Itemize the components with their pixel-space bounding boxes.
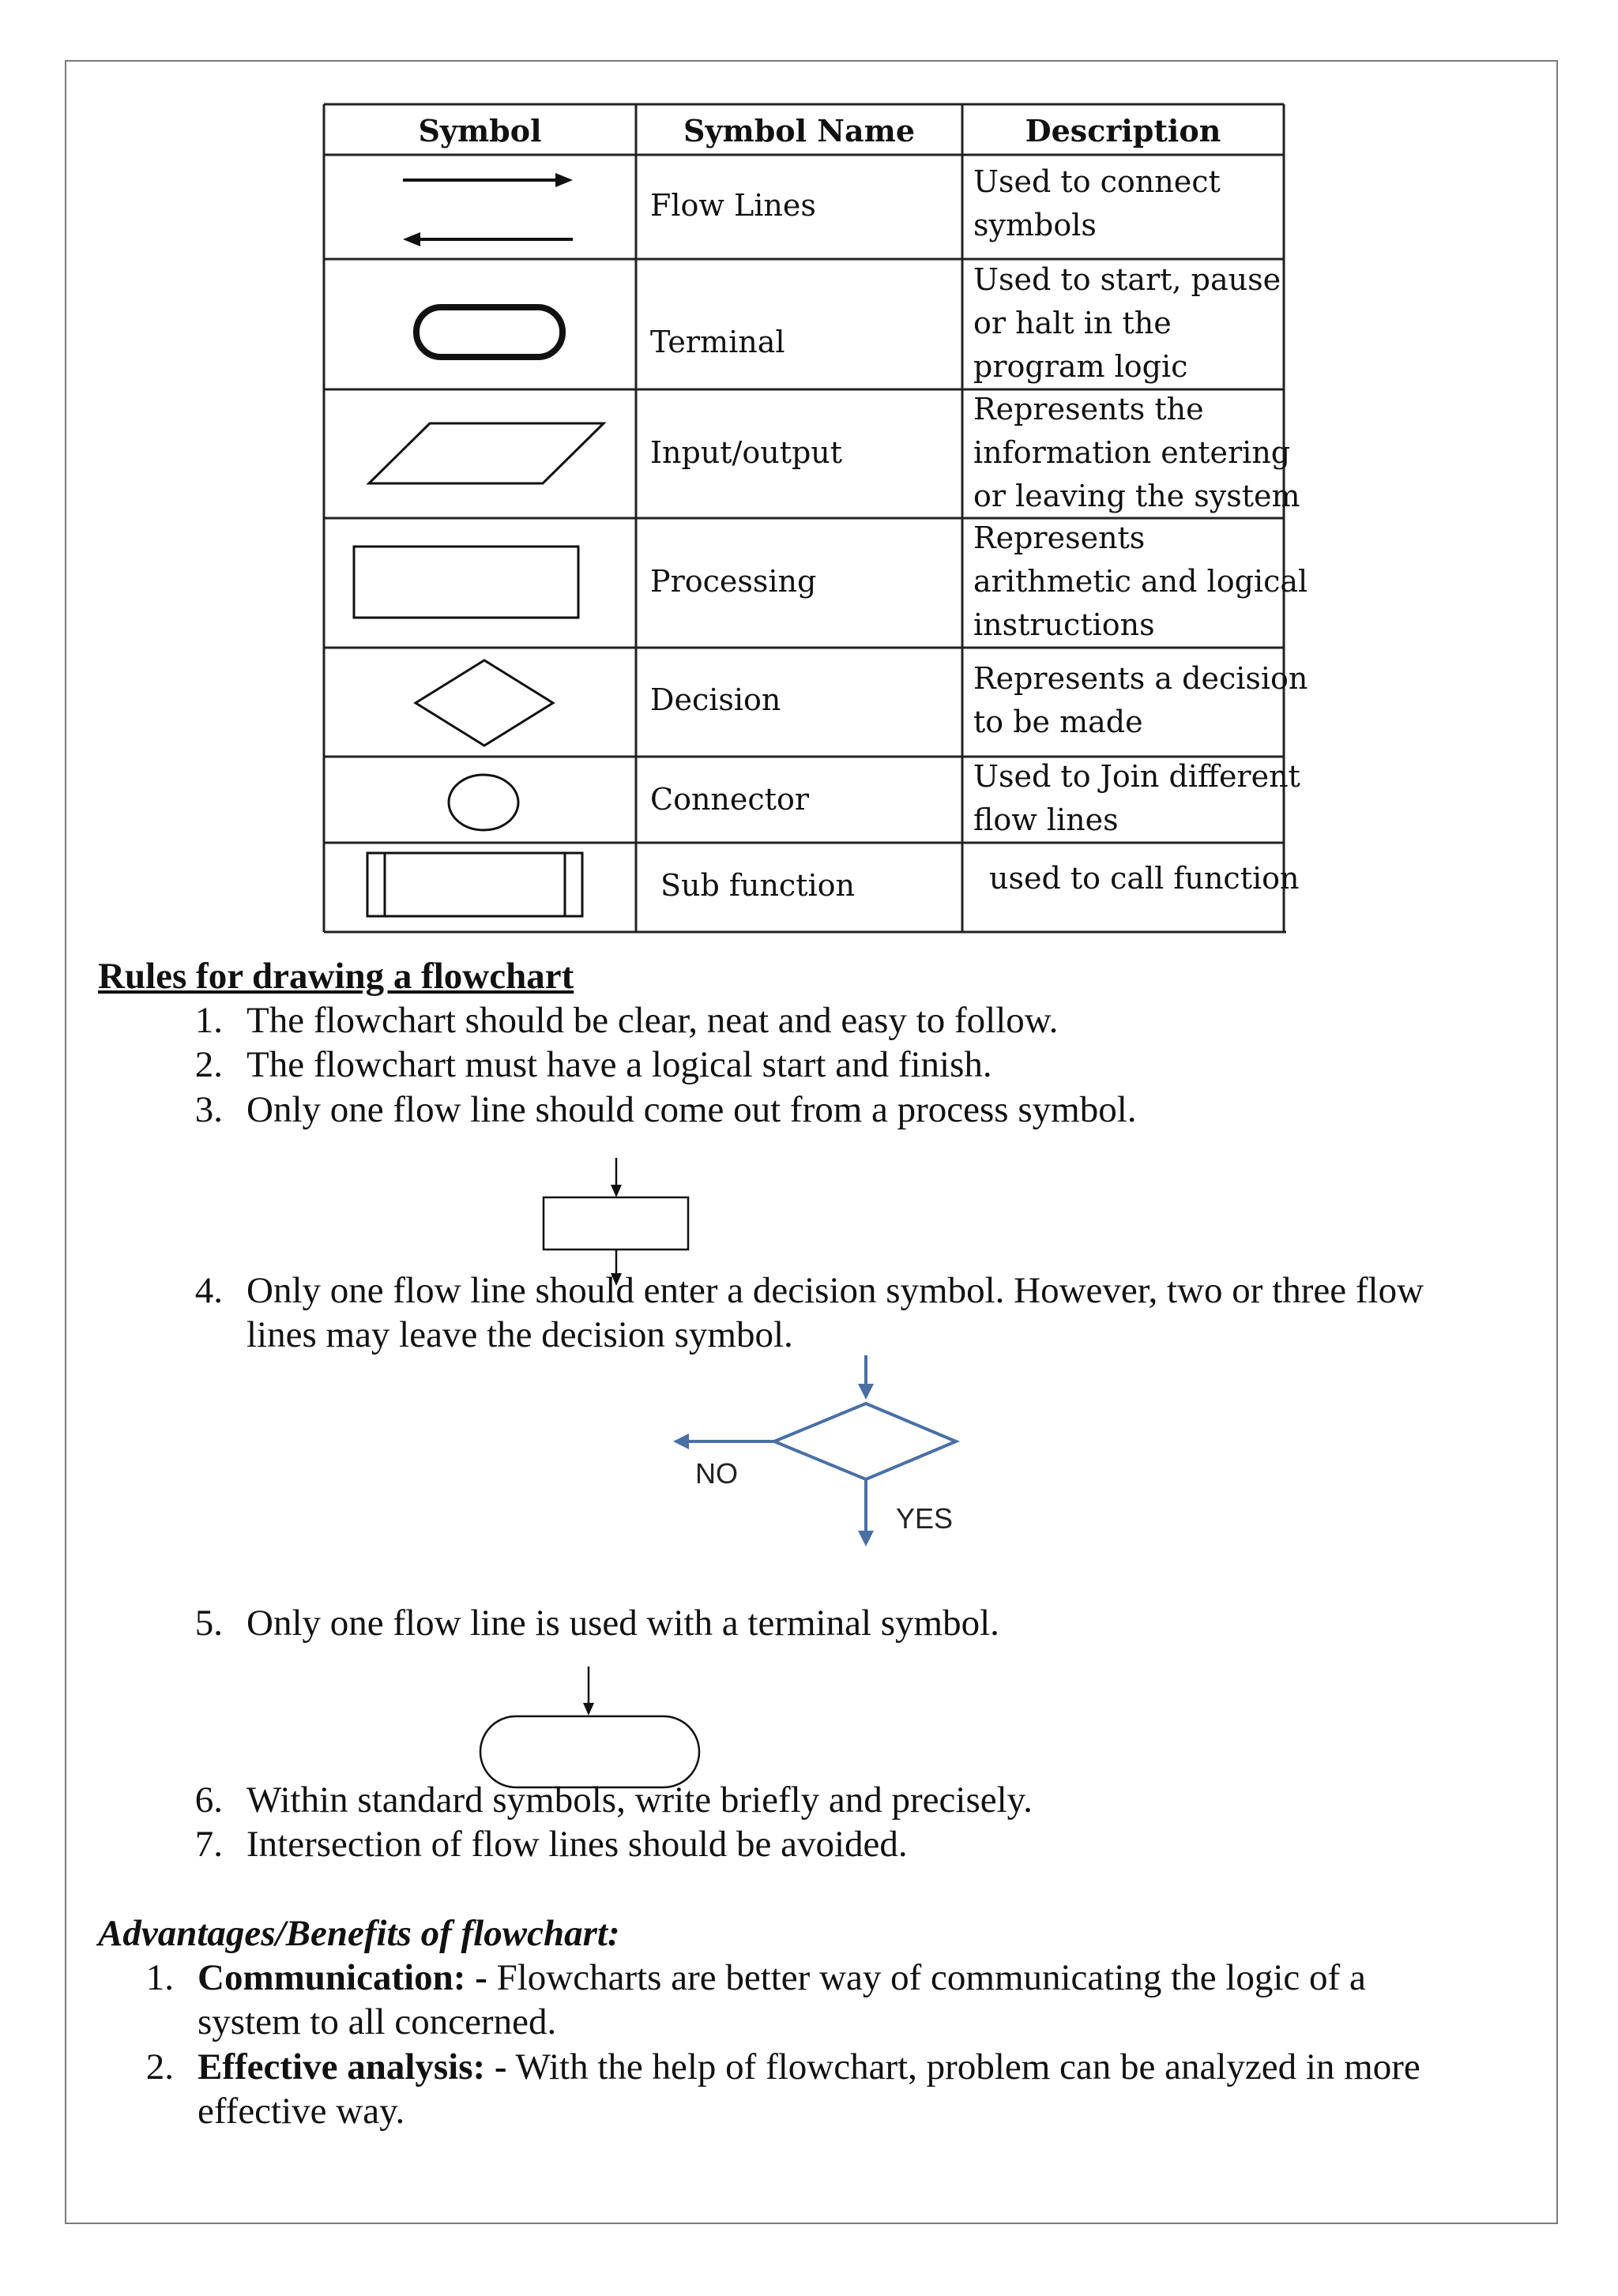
advantage-effective-analysis xyxy=(198,2045,1420,2133)
desc-line: instructions xyxy=(973,607,1155,642)
rule-line: Only one flow line should enter a decision symbol. However, two or three flow xyxy=(246,1270,1424,1311)
header-description: Description xyxy=(1025,113,1221,148)
terminal-example xyxy=(480,1667,699,1787)
header-symbol: Symbol xyxy=(418,113,542,148)
process-example xyxy=(544,1158,688,1286)
decision-no-label: NO xyxy=(695,1457,738,1490)
advantage-number: 1. xyxy=(145,1957,174,1998)
desc-line: Used to start, pause xyxy=(973,262,1281,297)
rule-text: Only one flow line is used with a terminal symbol. xyxy=(246,1603,999,1644)
rule-text xyxy=(246,1268,1424,1357)
desc-line: to be made xyxy=(973,705,1143,739)
row-name-input-output: Input/output xyxy=(650,435,843,470)
rule-number: 5. xyxy=(194,1603,223,1644)
rules-heading: Rules for drawing a flowchart xyxy=(98,956,574,997)
desc-line: Represents the xyxy=(973,392,1204,427)
desc-line: Represents a decision xyxy=(973,661,1308,696)
desc-line: arithmetic and logical xyxy=(973,564,1308,599)
desc-line: Used to connect xyxy=(973,164,1221,199)
desc-line: or halt in the xyxy=(973,306,1172,340)
advantage-number: 2. xyxy=(145,2046,174,2087)
rule-number: 1. xyxy=(194,1000,223,1041)
advantage-term: Communication: - xyxy=(198,1957,487,1998)
rule-text: The flowchart should be clear, neat and easy to follow. xyxy=(246,1000,1059,1041)
row-name-flow-lines: Flow Lines xyxy=(650,188,816,223)
rule-text: Intersection of flow lines should be avoided. xyxy=(246,1824,908,1865)
desc-line: used to call function xyxy=(989,861,1300,896)
desc-line: flow lines xyxy=(973,802,1119,837)
advantage-text: effective way. xyxy=(198,2091,405,2132)
rule-line: lines may leave the decision symbol. xyxy=(246,1314,793,1355)
rule-number: 3. xyxy=(194,1089,223,1130)
desc-line: program logic xyxy=(973,349,1188,384)
row-name-connector: Connector xyxy=(650,782,809,817)
rule-number: 7. xyxy=(194,1824,223,1865)
header-symbol-name: Symbol Name xyxy=(683,113,916,148)
rule-number: 6. xyxy=(194,1779,223,1821)
advantage-communication xyxy=(198,1956,1366,2044)
desc-line: symbols xyxy=(973,208,1097,242)
advantages-heading: Advantages/Benefits of flowchart: xyxy=(98,1913,620,1954)
rule-text: Only one flow line should come out from a process symbol. xyxy=(246,1089,1137,1130)
rule-text: Within standard symbols, write briefly and precisely. xyxy=(246,1779,1033,1821)
rule-number: 4. xyxy=(194,1270,223,1311)
desc-line: Used to Join different xyxy=(973,759,1300,794)
advantage-text: With the help of flowchart, problem can be analyzed in more xyxy=(506,2046,1420,2087)
desc-line: information entering xyxy=(973,435,1291,470)
row-name-terminal: Terminal xyxy=(650,325,785,359)
decision-yes-label: YES xyxy=(896,1502,954,1535)
row-name-sub-function: Sub function xyxy=(660,868,855,903)
advantage-text: system to all concerned. xyxy=(198,2001,557,2042)
desc-line: Represents xyxy=(973,520,1146,555)
desc-line: or leaving the system xyxy=(973,479,1300,513)
advantage-text: Flowcharts are better way of communicating the logic of a xyxy=(487,1957,1366,1998)
row-name-decision: Decision xyxy=(650,682,781,717)
rule-number: 2. xyxy=(194,1044,223,1085)
rule-text: The flowchart must have a logical start and finish. xyxy=(246,1044,992,1085)
row-name-processing: Processing xyxy=(650,564,817,599)
advantage-term: Effective analysis: - xyxy=(198,2046,507,2087)
